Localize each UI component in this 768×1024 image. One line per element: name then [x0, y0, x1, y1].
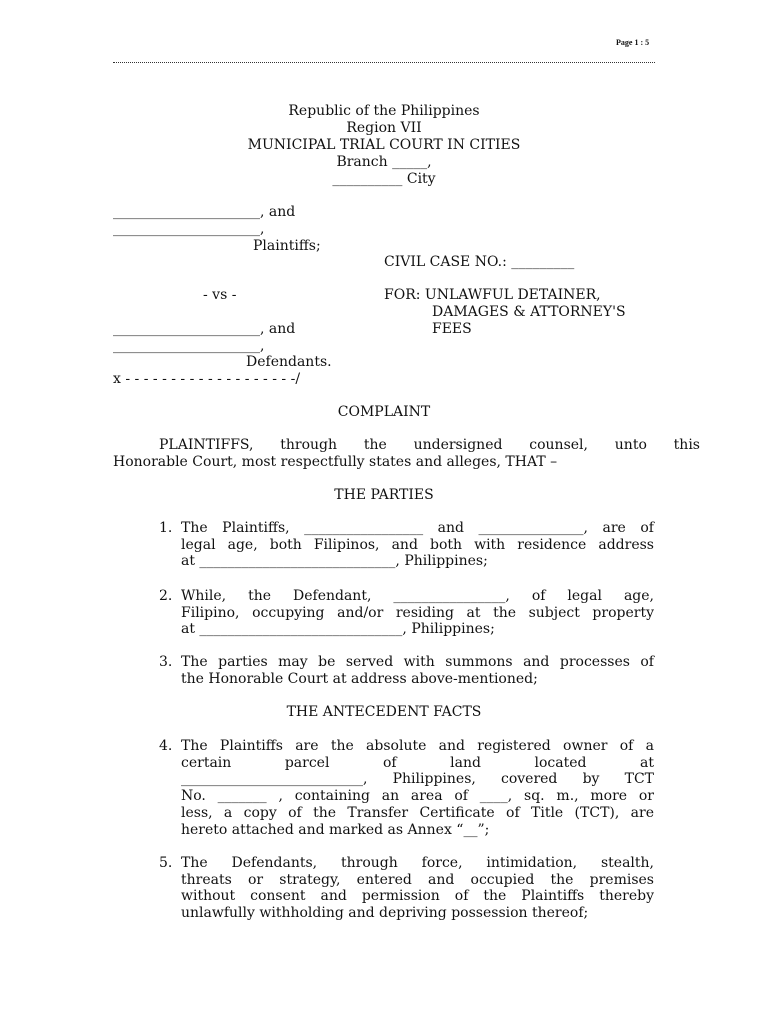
item-number: 4. [159, 738, 173, 754]
item-line: hereto attached and marked as Annex “__”; [181, 821, 490, 838]
court-heading [0, 103, 768, 188]
intro-line-2: Honorable Court, most respectfully states and alleges, THAT – [113, 454, 558, 470]
item-line: less, a copy of the Transfer Certificate of Title (TCT), are [181, 804, 654, 821]
plaintiff-line-1: _____________________, and [113, 204, 296, 220]
list-item [181, 520, 654, 570]
item-line: __________________________, Philippines, covered by TCT [181, 771, 654, 788]
defendants-label: Defendants. [246, 354, 332, 370]
section-heading-facts: THE ANTECEDENT FACTS [286, 704, 482, 720]
item-number: 3. [159, 654, 173, 670]
heading-line-region: Region VII [346, 120, 422, 136]
item-line: the Honorable Court at address above-mentioned; [181, 670, 538, 687]
item-number: 2. [159, 588, 173, 604]
plaintiff-line-2: _____________________, [113, 221, 265, 237]
list-item [181, 855, 654, 922]
intro-line-1: PLAINTIFFS, through the undersigned counsel, unto this [159, 437, 700, 453]
defendant-line-1: _____________________, and [113, 321, 296, 337]
item-number: 5. [159, 855, 173, 871]
item-line: The parties may be served with summons and processes of [181, 654, 654, 670]
document-title: COMPLAINT [337, 404, 431, 420]
item-line: threats or strategy, entered and occupied the premises [181, 871, 654, 888]
item-line: at _____________________________, Philippines; [181, 621, 495, 638]
item-line: While, the Defendant, ________________, of legal age, [181, 588, 654, 604]
caption-closing-line: x - - - - - - - - - - - - - - - - - - -/ [113, 371, 301, 387]
heading-line-court: MUNICIPAL TRIAL COURT IN CITIES [247, 137, 521, 153]
case-nature-line-2: DAMAGES & ATTORNEY'S [432, 304, 626, 320]
case-nature-line-3: FEES [432, 321, 472, 337]
item-line: unlawfully withholding and depriving possession thereof; [181, 905, 589, 922]
list-item [181, 588, 654, 638]
page-number: Page 1 : 5 [616, 38, 650, 47]
section-heading-parties: THE PARTIES [334, 487, 434, 503]
case-nature-line-1: FOR: UNLAWFUL DETAINER, [384, 287, 601, 303]
plaintiffs-label: Plaintiffs; [253, 238, 321, 254]
list-item [181, 738, 654, 838]
item-line: certain parcel of land located at [181, 754, 654, 771]
item-line: without consent and permission of the Plaintiffs thereby [181, 888, 654, 905]
item-number: 1. [159, 520, 173, 536]
versus-label: - vs - [203, 287, 237, 303]
item-line: legal age, both Filipinos, and both with residence address [181, 536, 654, 553]
item-line: at ____________________________, Philippines; [181, 553, 488, 570]
civil-case-number: CIVIL CASE NO.: _________ [384, 254, 575, 270]
list-item [181, 654, 654, 687]
heading-line-republic: Republic of the Philippines [288, 103, 480, 119]
header-dotted-rule [113, 62, 655, 63]
item-line: No. _______ , containing an area of ____, sq. m., more or [181, 788, 654, 805]
heading-line-city: __________ City [332, 171, 436, 187]
defendant-line-2: _____________________, [113, 338, 265, 354]
item-line: Filipino, occupying and/or residing at the subject property [181, 604, 654, 621]
item-line: The Plaintiffs are the absolute and registered owner of a [181, 738, 654, 754]
item-line: The Plaintiffs, _________________ and _______________, are of [181, 520, 654, 536]
heading-line-branch: Branch _____, [336, 154, 432, 170]
item-line: The Defendants, through force, intimidation, stealth, [181, 855, 654, 871]
